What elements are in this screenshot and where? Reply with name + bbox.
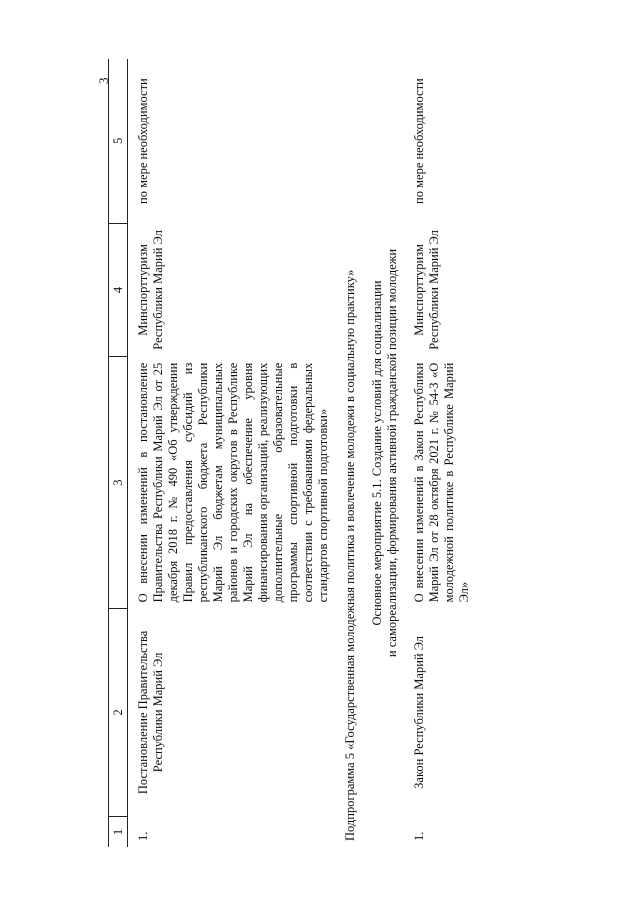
document-type-cell: Закон Республики Марий Эл: [412, 635, 426, 789]
responsible-cell: Минспорттуризм Республики Марий Эл: [136, 230, 165, 350]
document-type-cell: Постановление Правительства Республики Марий Эл: [136, 630, 165, 795]
main-event-line-1: Основное мероприятие 5.1. Создание условий для социализации: [370, 280, 384, 626]
table-header-row: [109, 59, 128, 847]
responsible-cell: Минспорттуризм Республики Марий Эл: [412, 230, 441, 350]
table-row: [404, 59, 476, 847]
deadline-cell: по мере необходимости: [136, 78, 150, 204]
deadline-cell: по мере необходимости: [412, 78, 426, 204]
legislation-table: [108, 59, 476, 847]
document-title-cell: О внесении изменений в Закон Республики Марий Эл от 28 октября 2021 г. № 54-З «О молодежной политике в Республике Марий Эл»: [412, 362, 471, 603]
row-number: 1.: [136, 831, 150, 841]
document-title-cell: О внесении изменений в постановление Правительства Республики Марий Эл от 25 декабря 2018 г. № 490 «Об утверждении Правил предоставления субсидий из республиканского бюджета Республики Марий Эл бюджетам муниципальных районов и городских округов в Республике Марий Эл на обеспечение уровня финансирования организаций, реализующих дополнительные образовательные программы спортивной подготовки в соответствии с требованиями федеральных стандартов спортивной подготовки»: [136, 362, 330, 603]
subprogram-title: Подпрограмма 5 «Государственная молодежная политика и вовлечение молодежи в социальную практику»: [343, 269, 357, 841]
document-content: [108, 59, 476, 847]
row-number: 1.: [412, 831, 426, 841]
main-event-row: [362, 59, 404, 847]
header-col-1: 1: [109, 816, 128, 847]
header-col-3: 3: [109, 357, 128, 609]
subprogram-row: [335, 59, 362, 847]
main-event-line-2: и самореализации, формирования активной гражданской позиции молодежи: [385, 248, 399, 658]
header-col-2: 2: [109, 608, 128, 816]
header-col-4: 4: [109, 223, 128, 357]
header-col-5: 5: [109, 59, 128, 223]
table-row: [128, 59, 336, 847]
main-event-title: [362, 59, 404, 847]
page-number: 3: [96, 77, 111, 84]
